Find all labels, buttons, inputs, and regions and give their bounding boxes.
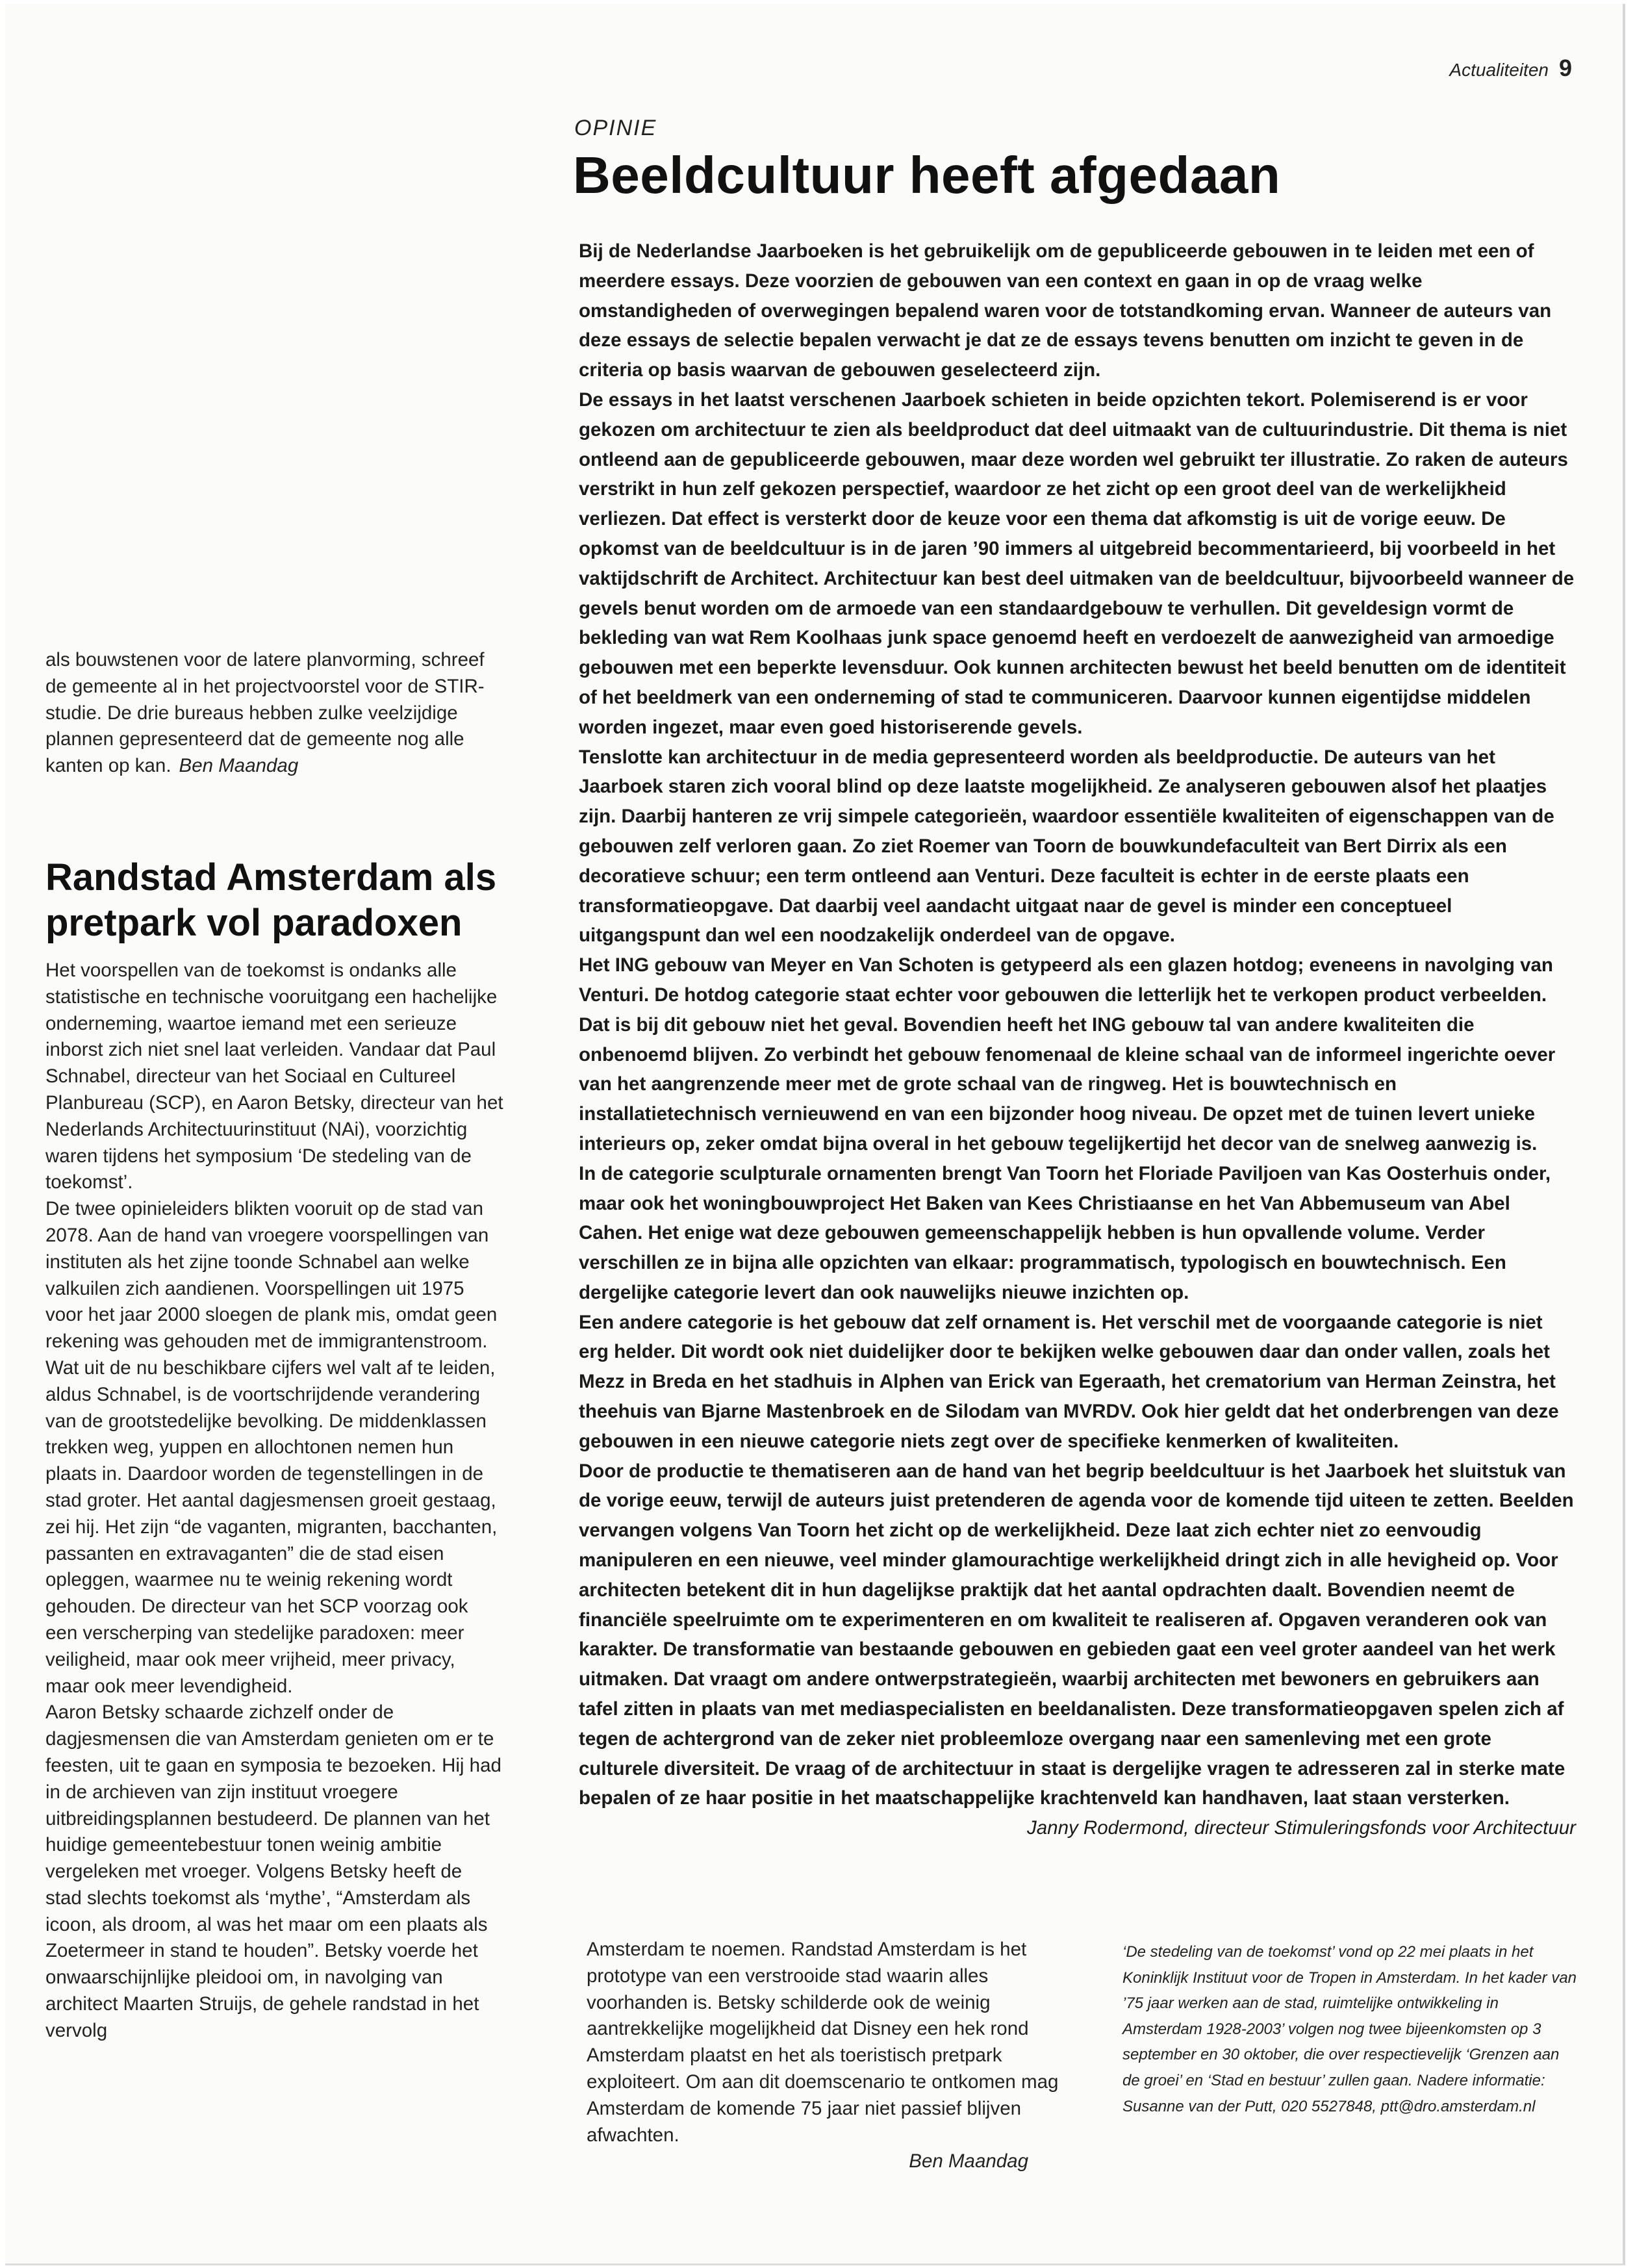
article-continuation bbox=[587, 1937, 1061, 2175]
previous-article-signature: Ben Maandag bbox=[179, 755, 299, 777]
previous-article-end bbox=[45, 647, 503, 780]
article-paragraph: Aaron Betsky schaarde zichzelf onder de dagjesmensen die van Amsterdam genieten om er te feesten, uit te gaan en symposia te bezoeken. Hij had in de archieven van zijn instituut vroegere uitbreidingsplannen bestudeerd. De plannen van het huidige gemeentebestuur tonen weinig ambitie vergeleken met vroeger. Volgens Betsky heeft de stad slechts toekomst als ‘mythe’, “Amsterdam als icoon, als droom, al was het maar om een plaats als Zoetermeer in stand te houden”. Betsky voerde het onwaarschijnlijke pleidooi om, in navolging van architect Maarten Struijs, de gehele randstad in het vervolg bbox=[45, 1701, 501, 2041]
opinion-body bbox=[579, 236, 1576, 1843]
opinion-paragraph: Tenslotte kan architectuur in de media gepresenteerd worden als beeldproductie. De auteurs van het Jaarboek staren zich vooral blind op deze laatste mogelijkheid. Ze analyseren gebouwen alsof het plaatjes zijn. Daarbij hanteren ze vrij simpele categorieën, waardoor essentiële kwaliteiten of eigenschappen van de gebouwen zelf verloren gaan. Zo ziet Roemer van Toorn de bouwkundefaculteit van Bert Dirrix als een decoratieve schuur; een term ontleend aan Venturi. Deze faculteit is echter in de eerste plaats een transformatieopgave. Dat daarbij veel aandacht uitgaat naar de gevel is minder een conceptueel uitgangspunt dan wel een noodzakelijk onderdeel van de opgave. bbox=[579, 746, 1554, 947]
article-note bbox=[1122, 1939, 1580, 2119]
article-paragraph: De twee opinieleiders blikten vooruit op de stad van 2078. Aan de hand van vroegere voorspellingen van instituten als het zijne toonde Schnabel aan welke valkuilen zich aandienen. Voorspellingen uit 1975 voor het jaar 2000 sloegen de plank mis, omdat geen rekening was gehouden met de immigrantenstroom. Wat uit de nu beschikbare cijfers wel valt af te leiden, aldus Schnabel, is de voortschrijdende verandering van de grootstedelijke bevolking. De middenklassen trekken weg, yuppen en allochtonen nemen hun plaats in. Daardoor worden de tegenstellingen in de stad groter. Het aantal dagjesmensen groeit gestaag, zei hij. Het zijn “de vaganten, migranten, bacchanten, passanten en extravaganten” die de stad eisen opleggen, waarmee nu te weinig rekening wordt gehouden. De directeur van het SCP voorzag ook een verscherping van stedelijke paradoxen: meer veiligheid, maar ook meer vrijheid, meer privacy, maar ook meer levendigheid. bbox=[45, 1198, 498, 1697]
magazine-page bbox=[5, 4, 1625, 2265]
article-paragraph: Het voorspellen van de toekomst is ondanks alle statistische en technische vooruitgang een hachelijke onderneming, waartoe iemand met een serieuze inborst zich niet snel laat verleiden. Vandaar dat Paul Schnabel, directeur van het Sociaal en Cultureel Planbureau (SCP), en Aaron Betsky, directeur van het Nederlands Architectuurinstituut (NAi), voorzichtig waren tijdens het symposium ‘De stedeling van de toekomst’. bbox=[45, 960, 503, 1193]
opinion-title: Beeldcultuur heeft afgedaan bbox=[573, 146, 1281, 204]
opinion-kicker: OPINIE bbox=[574, 116, 657, 140]
opinion-paragraph: De essays in het laatst verschenen Jaarboek schieten in beide opzichten tekort. Polemiserend is er voor gekozen om architectuur te zien als beeldproduct dat deel uitmaakt van de cultuurindustrie. Dit thema is niet ontleend aan de gepubliceerde gebouwen, maar deze worden wel gebruikt ter illustratie. Zo raken de auteurs verstrikt in hun zelf gekozen perspectief, waardoor ze het zicht op een groot deel van de werkelijkheid verliezen. Dat effect is versterkt door de keuze voor een thema dat afkomstig is uit de vorige eeuw. De opkomst van de beeldcultuur is in de jaren ’90 immers al uitgebreid becommentarieerd, bij voorbeeld in het vaktijdschrift de Architect. Architectuur kan best deel uitmaken van de beeldcultuur, bijvoorbeeld wanneer de gevels benut worden om de armoede van een standaardgebouw te verhullen. Dit geveldesign vormt de bekleding van wat Rem Koolhaas junk space genoemd heeft en verdoezelt de aanwezigheid van armoedige gebouwen met een beperkte levensduur. Ook kunnen architecten bewust het beeld benutten om de identiteit of het beeldmerk van een onderneming of stad te communiceren. Daarvoor kunnen eigentijdse middelen worden ingezet, maar even goed historiserende gevels. bbox=[579, 389, 1575, 738]
opinion-byline: Janny Rodermond, directeur Stimuleringsfonds voor Architectuur bbox=[1027, 1817, 1576, 1839]
article-body-column bbox=[45, 958, 503, 2045]
previous-article-text: als bouwstenen voor de latere planvorming, schreef de gemeente al in het projectvoorstel voor de STIR-studie. De drie bureaus hebben zulke veelzijdige plannen gepresenteerd dat de gemeente nog alle kanten op kan. bbox=[45, 649, 485, 777]
opinion-paragraph: Bij de Nederlandse Jaarboeken is het gebruikelijk om de gepubliceerde gebouwen in te leiden met een of meerdere essays. Deze voorzien de gebouwen van een context en gaan in op de vraag welke omstandigheden of overwegingen bepalend waren voor de totstandkoming ervan. Wanneer de auteurs van deze essays de selectie bepalen verwacht je dat ze de essays tevens benutten om inzicht te geven in de criteria op basis waarvan de gebouwen geselecteerd zijn. bbox=[579, 240, 1552, 381]
article-continuation-text: Amsterdam te noemen. Randstad Amsterdam is het prototype van een verstrooide stad waarin alles voorhanden is. Betsky schilderde ook de weinig aantrekkelijke mogelijkheid dat Disney een hek rond Amsterdam plaatst en het als toeristisch pretpark exploiteert. Om aan dit doemscenario te ontkomen mag Amsterdam de komende 75 jaar niet passief blijven afwachten. bbox=[587, 1939, 1059, 2146]
opinion-paragraph: Het ING gebouw van Meyer en Van Schoten is getypeerd als een glazen hotdog; eveneens in navolging van Venturi. De hotdog categorie staat echter voor gebouwen die letterlijk het te verkopen product verbeelden. Dat is bij dit gebouw niet het geval. Bovendien heeft het ING gebouw tal van andere kwaliteiten die onbenoemd blijven. Zo verbindt het gebouw fenomenaal de kleine schaal van de informeel ingerichte oever van het aangrenzende meer met de grote schaal van de ringweg. Het is bouwtechnisch en installatietechnisch vernieuwend en van een bijzonder hoog niveau. De opzet met de tuinen levert unieke interieurs op, zeker omdat bijna overal in het gebouw tegelijkertijd het decor van de snelweg aanwezig is. bbox=[579, 954, 1556, 1154]
article-signature: Ben Maandag bbox=[909, 2150, 1028, 2172]
article-title: Randstad Amsterdam als pretpark vol paradoxen bbox=[45, 856, 497, 944]
opinion-paragraph: In de categorie sculpturale ornamenten brengt Van Toorn het Floriade Paviljoen van Kas Oosterhuis onder, maar ook het woningbouwproject Het Baken van Kees Christiaanse en het Van Abbemuseum van Abel Cahen. Het enige wat deze gebouwen gemeenschappelijk hebben is hun opvallende volume. Verder verschillen ze in bijna alle opzichten van elkaar: programmatisch, typologisch en bouwtechnisch. Een dergelijke categorie levert dan ook nauwelijks nieuwe inzichten op. bbox=[579, 1162, 1551, 1303]
opinion-paragraph: Een andere categorie is het gebouw dat zelf ornament is. Het verschil met de voorgaande categorie is niet erg helder. Dit wordt ook niet duidelijker door te bekijken welke gebouwen daar dan onder vallen, zoals het Mezz in Breda en het stadhuis in Alphen van Erick van Egeraath, het crematorium van Herman Zeinstra, het theehuis van Bjarne Mastenbroek en de Silodam van MVRDV. Ook hier geldt dat het onderbrengen van deze gebouwen in een nieuwe categorie niets zegt over de specifieke kenmerken of kwaliteiten. bbox=[579, 1311, 1559, 1452]
page-number: 9 bbox=[1558, 55, 1572, 81]
opinion-paragraph: Door de productie te thematiseren aan de hand van het begrip beeldcultuur is het Jaarboek het sluitstuk van de vorige eeuw, terwijl de auteurs juist pretenderen de agenda voor de komende tijd uiteen te zetten. Beelden vervangen volgens Van Toorn het zicht op de werkelijkheid. Deze laat zich echter niet zo eenvoudig manipuleren en een nieuwe, veel minder glamourachtige werkelijkheid dringt zich in alle hevigheid op. Voor architecten betekent dit in hun dagelijkse praktijk dat het aantal opdrachten daalt. Bovendien neemt de financiële speelruimte om te experimenteren en om kwaliteit te realiseren af. Opgaven veranderen ook van karakter. De transformatie van bestaande gebouwen en gebieden gaat een veel groter aandeel van het werk uitmaken. Dat vraagt om andere ontwerpstrategieën, waarbij architecten met bewoners en gebruikers aan tafel zitten in plaats van met mediaspecialisten en beeldanalisten. Deze transformatieopgaven spelen zich af tegen de achtergrond van de zeker niet probleemloze overgang naar een samenleving met een grote culturele diversiteit. De vraag of de architectuur in staat is dergelijke vragen te adresseren zal in sterke mate bepalen of ze haar positie in het maatschappelijke krachtenveld kan handhaven, laat staan versterken. bbox=[579, 1460, 1574, 1809]
article-note-text: ‘De stedeling van de toekomst’ vond op 22 mei plaats in het Koninklijk Instituut voor de Tropen in Amsterdam. In het kader van ’75 jaar werken aan de stad, ruimtelijke ontwikkeling in Amsterdam 1928-2003’ volgen nog twee bijeenkomsten op 3 september en 30 oktober, die over respectievelijk ‘Grenzen aan de groei’ en ‘Stad en bestuur’ zullen gaan. Nadere informatie: Susanne van der Putt, 020 5527848, ptt@dro.amsterdam.nl bbox=[1122, 1943, 1577, 2115]
running-header bbox=[1449, 55, 1572, 82]
section-label: Actualiteiten bbox=[1449, 60, 1549, 80]
